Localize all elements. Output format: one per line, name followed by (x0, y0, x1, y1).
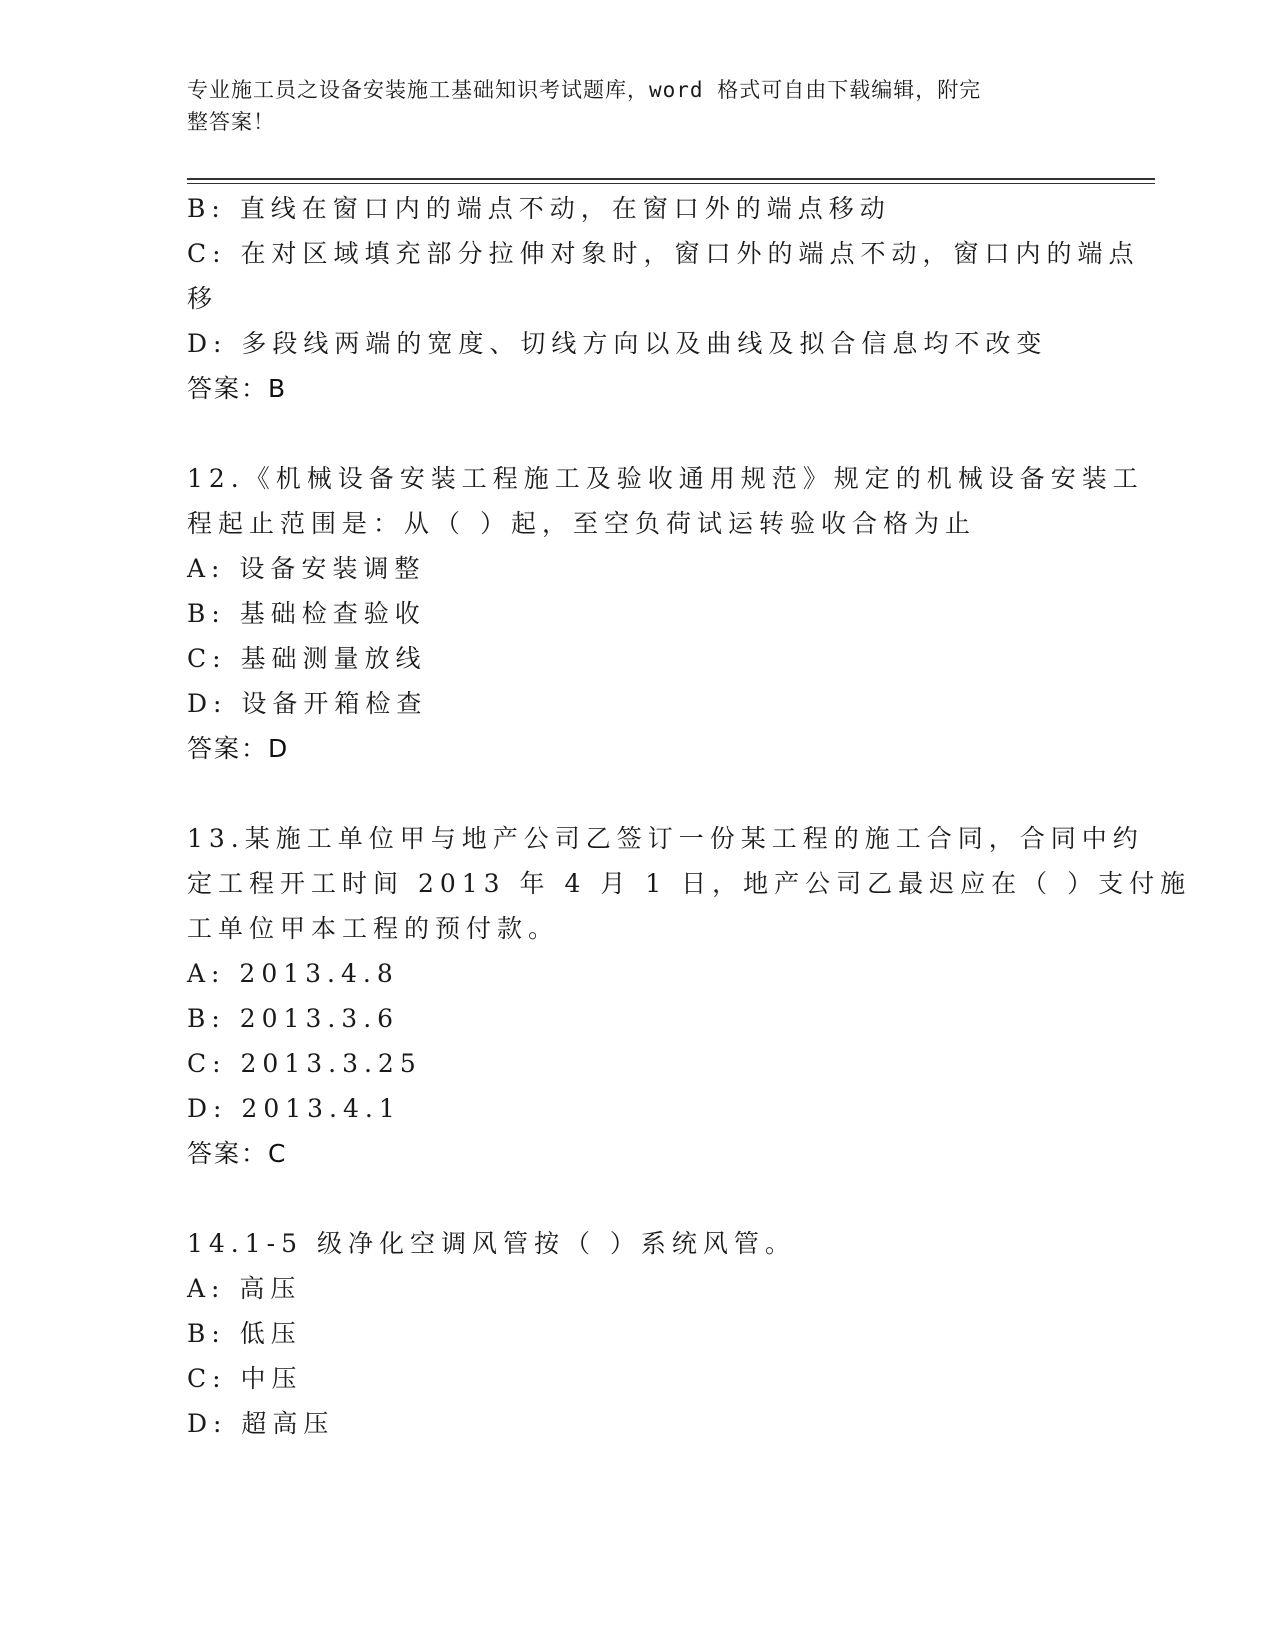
q12-option-b: B: 基础检查验收 (187, 599, 426, 628)
q14-option-c: C: 中压 (187, 1364, 303, 1393)
q14-option-d: D: 超高压 (187, 1409, 335, 1438)
q12-stem-line-1: 12.《机械设备安装工程施工及验收通用规范》规定的机械设备安装工 (187, 464, 1144, 493)
q14-stem-line-1: 14.1-5 级净化空调风管按（ ）系统风管。 (187, 1229, 796, 1258)
q12-option-d: D: 设备开箱检查 (187, 689, 428, 718)
q13-stem-line-1: 13.某施工单位甲与地产公司乙签订一份某工程的施工合同，合同中约 (187, 824, 1144, 853)
q11-option-b: B: 直线在窗口内的端点不动，在窗口外的端点移动 (187, 194, 891, 223)
q12-option-c: C: 基础测量放线 (187, 644, 427, 673)
q13-stem-line-3: 工单位甲本工程的预付款。 (187, 914, 560, 943)
header-divider-thick (187, 178, 1155, 180)
q14-option-b: B: 低压 (187, 1319, 302, 1348)
q13-option-d: D: 2013.4.1 (187, 1094, 401, 1123)
header-divider-thin (187, 183, 1155, 184)
q13-option-c: C: 2013.3.25 (187, 1049, 422, 1078)
q12-option-a: A: 设备安装调整 (187, 554, 426, 583)
q11-answer: 答案：B (187, 374, 288, 403)
q12-stem-line-2: 程起止范围是：从（ ）起，至空负荷试运转验收合格为止 (187, 509, 976, 538)
document-header (187, 74, 1067, 138)
q13-option-b: B: 2013.3.6 (187, 1004, 400, 1033)
q11-option-c-line-1: C: 在对区域填充部分拉伸对象时，窗口外的端点不动，窗口内的端点 (187, 239, 1140, 268)
q11-option-c-line-2: 移 (187, 284, 219, 313)
q13-option-a: A: 2013.4.8 (187, 959, 399, 988)
header-title-line-1: 专业施工员之设备安装施工基础知识考试题库，word 格式可自由下载编辑，附完 (187, 78, 982, 102)
q11-option-d: D: 多段线两端的宽度、切线方向以及曲线及拟合信息均不改变 (187, 329, 1048, 358)
q13-stem-line-2: 定工程开工时间 2013 年 4 月 1 日，地产公司乙最迟应在（ ）支付施 (187, 869, 1192, 898)
q14-option-a: A: 高压 (187, 1274, 302, 1303)
header-title-line-2: 整答案！ (187, 110, 275, 134)
q13-answer: 答案：C (187, 1139, 288, 1168)
q12-answer: 答案：D (187, 734, 290, 763)
